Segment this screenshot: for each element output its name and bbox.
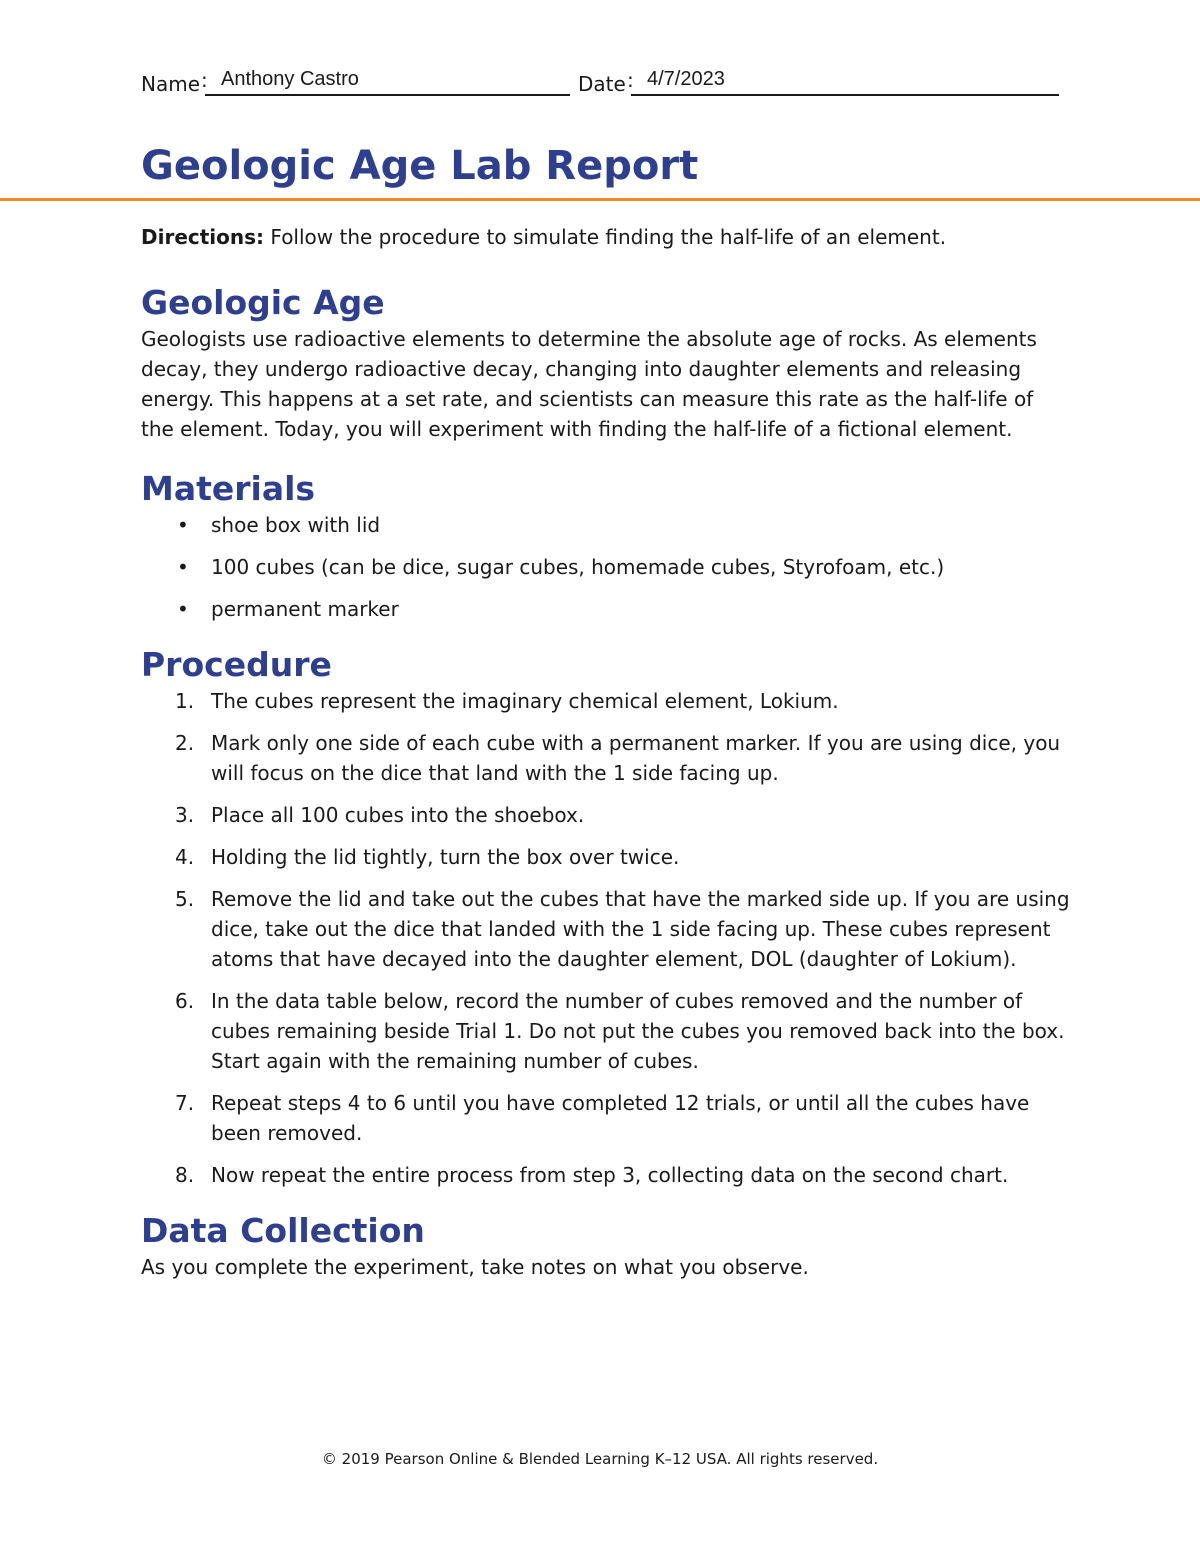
list-item — [141, 1160, 1071, 1190]
name-date-header — [141, 66, 1059, 98]
list-item — [141, 594, 1071, 624]
list-item — [141, 728, 1071, 788]
bullet-icon: • — [177, 555, 189, 579]
directions-text: Follow the procedure to simulate finding the half-life of an element. — [264, 225, 947, 249]
directions-label: Directions: — [141, 225, 265, 249]
date-field[interactable] — [627, 66, 1059, 96]
material-text: shoe box with lid — [211, 513, 381, 537]
name-field[interactable] — [201, 66, 570, 96]
materials-list — [141, 510, 1071, 624]
step-text: The cubes represent the imaginary chemical element, Lokium. — [211, 689, 839, 713]
step-number: 3. — [175, 803, 195, 827]
step-number: 5. — [175, 887, 195, 911]
data-collection-paragraph: As you complete the experiment, take notes on what you observe. — [141, 1255, 809, 1279]
section-heading-data-collection: Data Collection — [141, 1211, 425, 1250]
section-heading-procedure: Procedure — [141, 645, 332, 684]
procedure-steps — [141, 686, 1071, 1190]
section-heading-materials: Materials — [141, 469, 316, 508]
step-text: Mark only one side of each cube with a permanent marker. If you are using dice, you will focus on the dice that land with the 1 side facing up. — [211, 731, 1061, 785]
step-number: 1. — [175, 689, 195, 713]
section-heading-geologic-age: Geologic Age — [141, 283, 385, 322]
step-text: Now repeat the entire process from step 3, collecting data on the second chart. — [211, 1163, 1009, 1187]
bullet-icon: • — [177, 513, 189, 537]
step-text: Holding the lid tightly, turn the box over twice. — [211, 845, 680, 869]
list-item — [141, 1088, 1071, 1148]
page-title: Geologic Age Lab Report — [141, 143, 699, 189]
step-number: 4. — [175, 845, 195, 869]
list-item — [141, 552, 1071, 582]
name-colon: : — [201, 68, 208, 92]
title-divider — [0, 198, 1200, 201]
step-text: Remove the lid and take out the cubes that have the marked side up. If you are using dice, take out the dice that landed with the 1 side facing up. These cubes represent atoms that have decayed into the daughter element, DOL (daughter of Lokium). — [211, 887, 1070, 971]
date-value: 4/7/2023 — [647, 68, 725, 90]
step-number: 7. — [175, 1091, 195, 1115]
material-text: permanent marker — [211, 597, 399, 621]
name-value: Anthony Castro — [221, 68, 359, 90]
name-label: Name — [141, 72, 201, 96]
list-item — [141, 884, 1071, 974]
list-item — [141, 842, 1071, 872]
copyright-footer: © 2019 Pearson Online & Blended Learning K–12 USA. All rights reserved. — [321, 1450, 879, 1468]
material-text: 100 cubes (can be dice, sugar cubes, homemade cubes, Styrofoam, etc.) — [211, 555, 945, 579]
bullet-icon: • — [177, 597, 189, 621]
list-item — [141, 510, 1071, 540]
date-label: Date — [578, 72, 626, 96]
step-number: 6. — [175, 989, 195, 1013]
step-text: In the data table below, record the number of cubes removed and the number of cubes remaining beside Trial 1. Do not put the cubes you removed back into the box. Start again with the remaining number of cubes. — [211, 989, 1065, 1073]
step-text: Repeat steps 4 to 6 until you have completed 12 trials, or until all the cubes have been removed. — [211, 1091, 1030, 1145]
step-text: Place all 100 cubes into the shoebox. — [211, 803, 585, 827]
list-item — [141, 986, 1071, 1076]
list-item — [141, 686, 1071, 716]
list-item — [141, 800, 1071, 830]
document-content — [141, 222, 1071, 1282]
date-colon: : — [627, 68, 634, 92]
directions — [141, 222, 1071, 252]
step-number: 8. — [175, 1163, 195, 1187]
step-number: 2. — [175, 731, 195, 755]
geologic-age-paragraph: Geologists use radioactive elements to determine the absolute age of rocks. As elements decay, they undergo radioactive decay, changing into daughter elements and releasing energy. This happens at a set rate, and scientists can measure this rate as the half-life of the element. Today, you will experiment with finding the half-life of a fictional element. — [141, 327, 1037, 441]
